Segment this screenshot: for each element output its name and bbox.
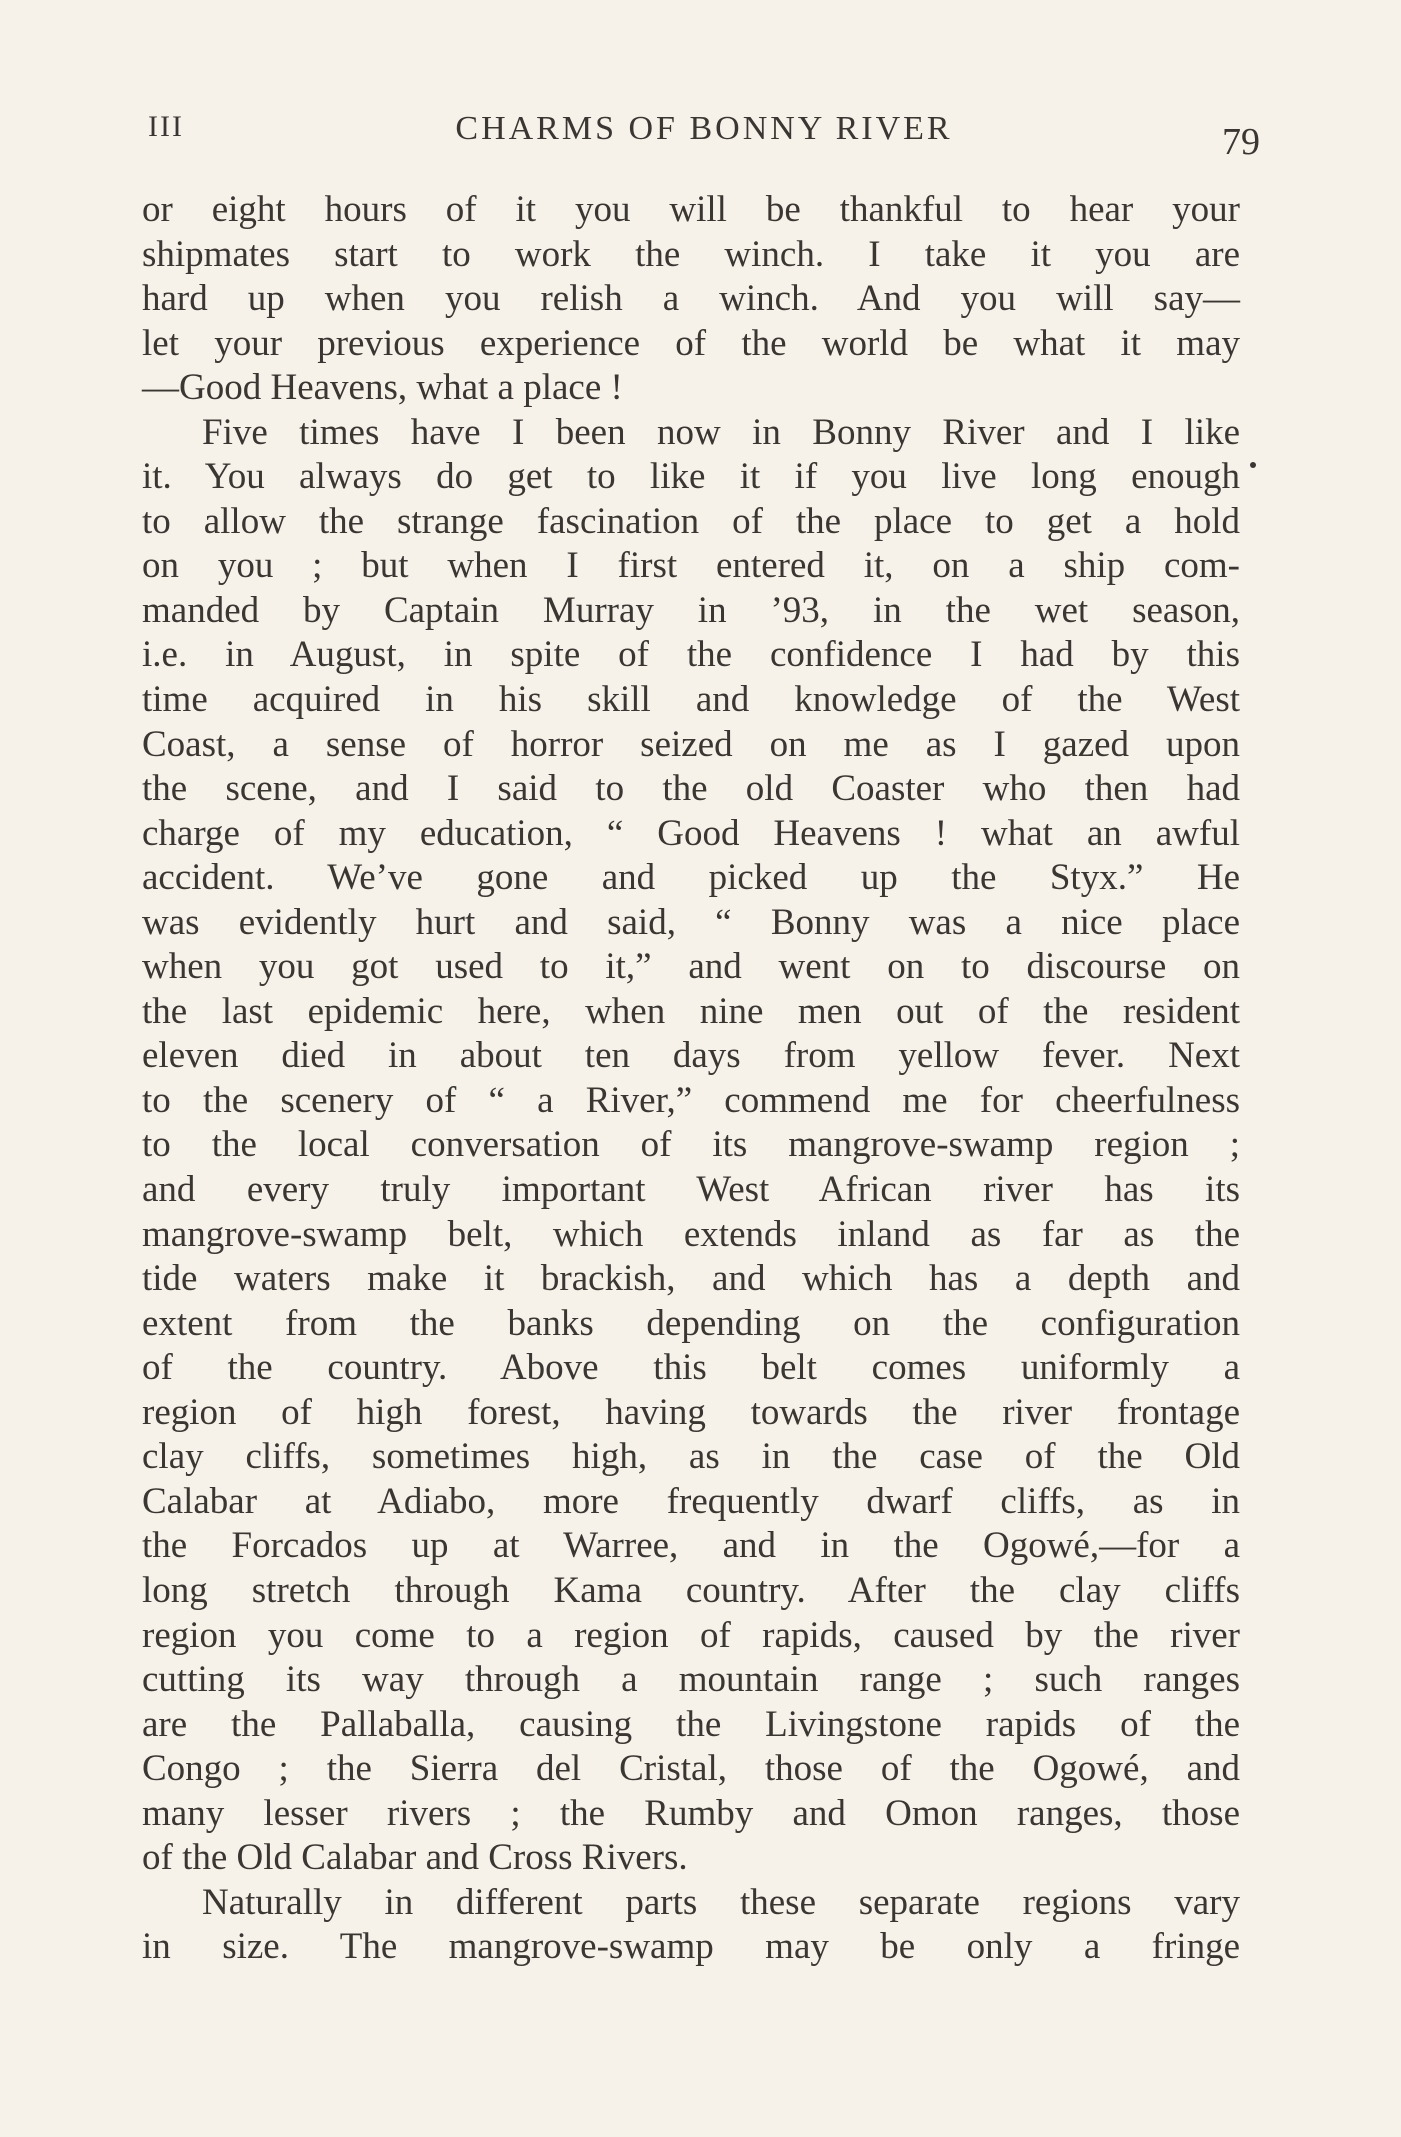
text-line: to allow the strange fascination of the place to get a hold (142, 500, 1240, 542)
text-line: it. You always do get to like it if you live long enough (142, 456, 1240, 498)
body-text (142, 188, 1240, 1970)
page-number: 79 (1222, 121, 1260, 163)
text-line: extent from the banks depending on the configuration (142, 1302, 1240, 1344)
text-line: to the scenery of “ a River,” commend me for cheerfulness (142, 1079, 1240, 1121)
text-line: Congo ; the Sierra del Cristal, those of the Ogowé, and (142, 1748, 1240, 1790)
text-line: region of high forest, having towards the river frontage (142, 1391, 1240, 1433)
text-line: was evidently hurt and said, “ Bonny was a nice place (142, 901, 1240, 943)
text-line: hard up when you relish a winch. And you will say— (142, 278, 1240, 320)
text-line: —Good Heavens, what a place ! (142, 367, 623, 409)
text-line: cutting its way through a mountain range ; such ranges (142, 1659, 1240, 1701)
text-line: let your previous experience of the world be what it may (142, 322, 1240, 364)
text-line: of the country. Above this belt comes uniformly a (142, 1347, 1240, 1389)
text-line: many lesser rivers ; the Rumby and Omon ranges, those (142, 1792, 1240, 1834)
text-line: Five times have I been now in Bonny River and I like (202, 411, 1240, 453)
text-line: manded by Captain Murray in ’93, in the wet season, (142, 589, 1240, 631)
text-line: clay cliffs, sometimes high, as in the case of the Old (142, 1436, 1240, 1478)
text-line: time acquired in his skill and knowledge of the West (142, 679, 1240, 721)
text-line: shipmates start to work the winch. I take it you are (142, 233, 1240, 275)
text-line: Coast, a sense of horror seized on me as I gazed upon (142, 723, 1240, 765)
text-line: on you ; but when I first entered it, on a ship com- (142, 545, 1240, 587)
text-line: mangrove-swamp belt, which extends inland as far as the (142, 1213, 1240, 1255)
margin-dot (1250, 462, 1256, 468)
text-line: the scene, and I said to the old Coaster who then had (142, 768, 1240, 810)
text-line: the Forcados up at Warree, and in the Ogowé,—for a (142, 1525, 1240, 1567)
text-line: Calabar at Adiabo, more frequently dwarf cliffs, as in (142, 1480, 1240, 1522)
text-line: charge of my education, “ Good Heavens ! what an awful (142, 812, 1240, 854)
text-line: of the Old Calabar and Cross Rivers. (142, 1837, 688, 1879)
running-title: CHARMS OF BONNY RIVER (455, 110, 953, 147)
text-line: eleven died in about ten days from yellow fever. Next (142, 1035, 1240, 1077)
text-line: when you got used to it,” and went on to discourse on (142, 946, 1240, 988)
text-line: and every truly important West African river has its (142, 1169, 1240, 1211)
text-line: to the local conversation of its mangrove-swamp region ; (142, 1124, 1240, 1166)
text-line: in size. The mangrove-swamp may be only a fringe (142, 1926, 1240, 1968)
chapter-number: III (148, 110, 184, 143)
text-line: long stretch through Kama country. After the clay cliffs (142, 1569, 1240, 1611)
text-line: or eight hours of it you will be thankful to hear your (142, 189, 1240, 230)
text-line: accident. We’ve gone and picked up the Styx.” He (142, 857, 1240, 899)
text-line: are the Pallaballa, causing the Livingstone rapids of the (142, 1703, 1240, 1745)
running-head (148, 110, 1260, 163)
text-line: region you come to a region of rapids, caused by the river (142, 1614, 1240, 1656)
text-line: the last epidemic here, when nine men out of the resident (142, 990, 1240, 1032)
text-line: tide waters make it brackish, and which has a depth and (142, 1258, 1240, 1300)
text-line: Naturally in different parts these separate regions vary (202, 1881, 1240, 1923)
text-line: i.e. in August, in spite of the confidence I had by this (142, 634, 1240, 676)
